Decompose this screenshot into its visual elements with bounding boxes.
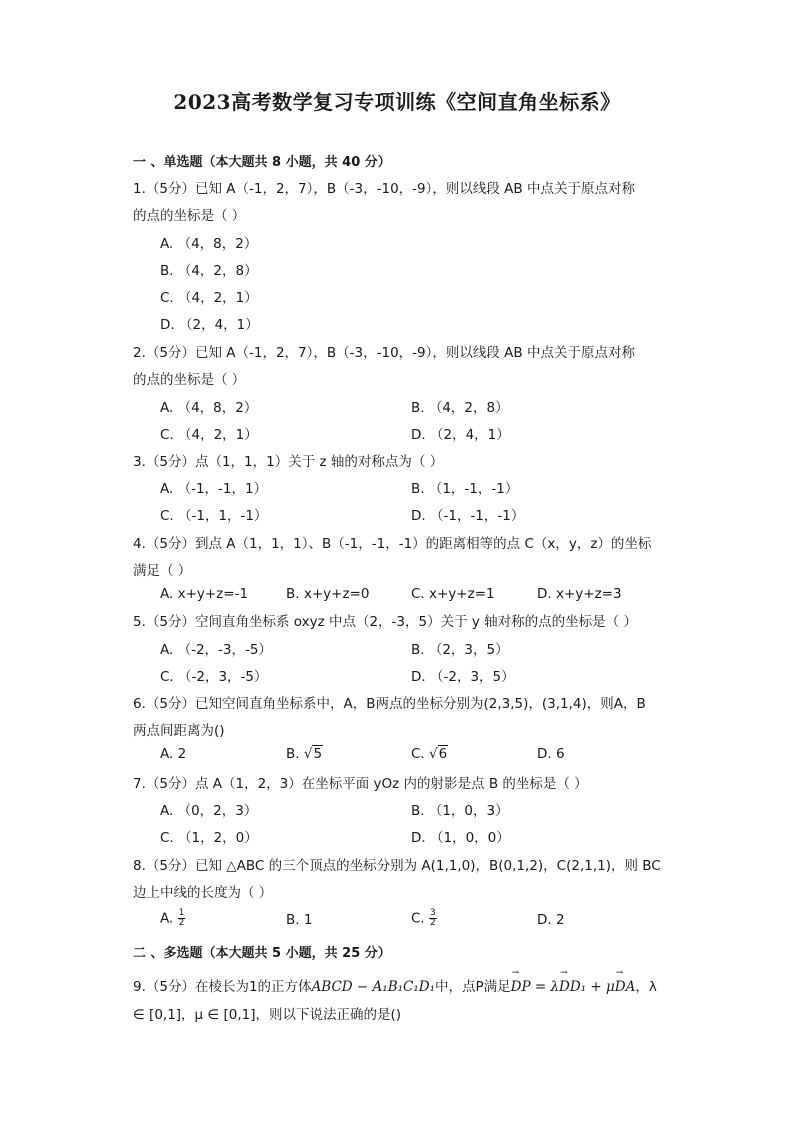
question-3-option-a: A. （-1，-1，1） xyxy=(160,481,268,497)
question-3-option-b: B. （1，-1，-1） xyxy=(411,481,519,497)
question-7-option-b: B. （1，0，3） xyxy=(411,803,509,819)
question-4-option-b: B. x+y+z=0 xyxy=(286,586,370,602)
sqrt-radicand: 6 xyxy=(438,746,448,762)
fraction-denominator: 2 xyxy=(178,918,185,928)
question-6-option-d: D. 6 xyxy=(537,746,565,762)
question-3-stem: 3.（5分）点（1，1，1）关于 z 轴的对称点为（ ） xyxy=(133,454,444,470)
option-a-prefix: A. xyxy=(160,910,178,927)
section-header-multiple-choice: 二 、多选题（本大题共 5 小题，共 25 分） xyxy=(133,946,391,961)
question-6-stem: 6.（5分）已知空间直角坐标系中，A，B两点的坐标分别为(2,3,5)，(3,1,4)，则A，B xyxy=(133,696,646,712)
question-8-option-c xyxy=(411,909,437,928)
question-6-stem-cont: 两点间距离为() xyxy=(133,723,225,739)
question-1-option-d: D. （2，4，1） xyxy=(160,317,259,333)
question-8-option-b: B. 1 xyxy=(286,912,313,928)
question-5-option-c: C. （-2，3，-5） xyxy=(160,669,268,685)
question-2-stem: 2.（5分）已知 A（-1，2，7），B（-3，-10，-9），则以线段 AB 中点关于原点对称 xyxy=(133,345,635,361)
cube-name: ABCD − A₁B₁C₁D₁ xyxy=(311,979,436,995)
question-4-option-a: A. x+y+z=-1 xyxy=(160,586,249,602)
question-9-text-c: 中，点P满足 xyxy=(435,979,511,995)
question-1-option-b: B. （4，2，8） xyxy=(160,263,258,279)
question-7-option-d: D. （1，0，0） xyxy=(411,830,510,846)
question-8-stem: 8.（5分）已知 △ABC 的三个顶点的坐标分别为 A(1,1,0)，B(0,1,2)，C(2,1,1)，则 BC xyxy=(133,858,661,874)
sqrt-sign: √ xyxy=(303,746,313,762)
question-7-option-a: A. （0，2，3） xyxy=(160,803,258,819)
question-2-option-a: A. （4，8，2） xyxy=(160,400,258,416)
question-9-stem xyxy=(133,975,657,995)
sqrt-radicand: 5 xyxy=(313,746,323,762)
question-8-option-d: D. 2 xyxy=(537,912,565,928)
question-3-option-d: D. （-1，-1，-1） xyxy=(411,508,525,524)
question-4-stem: 4.（5分）到点 A（1，1，1）、B（-1，-1，-1）的距离相等的点 C（x，y，z）的坐标 xyxy=(133,536,652,552)
fraction xyxy=(429,909,437,928)
option-c-prefix: C. xyxy=(411,910,430,927)
plus-mu: + μ xyxy=(586,979,615,995)
question-6-option-b xyxy=(286,746,323,762)
page-title: 2023高考数学复习专项训练《空间直角坐标系》 xyxy=(173,90,621,114)
equals-lambda: = λ xyxy=(530,979,560,995)
question-7-option-c: C. （1，2，0） xyxy=(160,830,258,846)
vector-dp: → DP xyxy=(511,979,531,995)
question-5-option-a: A. （-2，-3，-5） xyxy=(160,642,272,658)
question-2-option-c: C. （4，2，1） xyxy=(160,427,258,443)
fraction-numerator: 1 xyxy=(178,908,185,918)
vector-dd1: → DD₁ xyxy=(559,979,586,995)
fraction-denominator: 2 xyxy=(430,918,436,928)
question-4-stem-cont: 满足（ ） xyxy=(133,563,192,579)
vector-da: → DA xyxy=(615,979,636,995)
option-b-prefix: B. xyxy=(286,746,304,762)
question-5-option-d: D. （-2，3，5） xyxy=(411,669,515,685)
question-1-stem: 1.（5分）已知 A（-1，2，7），B（-3，-10，-9），则以线段 AB 中点关于原点对称 xyxy=(133,181,635,197)
question-8-option-a xyxy=(160,909,185,928)
question-1-stem-cont: 的点的坐标是（ ） xyxy=(133,208,246,224)
question-2-option-b: B. （4，2，8） xyxy=(411,400,509,416)
question-6-option-a: A. 2 xyxy=(160,746,187,762)
option-c-prefix: C. xyxy=(411,746,430,762)
question-5-stem: 5.（5分）空间直角坐标系 oxyz 中点（2，-3，5）关于 y 轴对称的点的坐标是（ ） xyxy=(133,614,637,630)
question-8-stem-cont: 边上中线的长度为（ ） xyxy=(133,885,273,901)
question-6-option-c xyxy=(411,746,448,762)
question-2-option-d: D. （2，4，1） xyxy=(411,427,510,443)
question-1-option-a: A. （4，8，2） xyxy=(160,236,258,252)
question-5-option-b: B. （2，3，5） xyxy=(411,642,509,658)
question-4-option-d: D. x+y+z=3 xyxy=(537,586,622,602)
fraction-numerator: 3 xyxy=(430,908,436,918)
question-2-stem-cont: 的点的坐标是（ ） xyxy=(133,372,246,388)
question-4-option-c: C. x+y+z=1 xyxy=(411,586,495,602)
question-9-tail: ，λ xyxy=(635,979,657,995)
fraction xyxy=(178,909,186,928)
question-3-option-c: C. （-1，1，-1） xyxy=(160,508,268,524)
question-9-text-a: 9.（5分）在棱长为1的正方体 xyxy=(133,979,312,995)
section-header-single-choice: 一 、单选题（本大题共 8 小题，共 40 分） xyxy=(133,155,391,170)
sqrt-sign: √ xyxy=(429,746,438,762)
question-9-stem-cont: ∈ [0,1]，μ ∈ [0,1]，则以下说法正确的是() xyxy=(133,1007,402,1023)
question-7-stem: 7.（5分）点 A（1，2，3）在坐标平面 yOz 内的射影是点 B 的坐标是（ ） xyxy=(133,776,588,792)
question-1-option-c: C. （4，2，1） xyxy=(160,290,258,306)
